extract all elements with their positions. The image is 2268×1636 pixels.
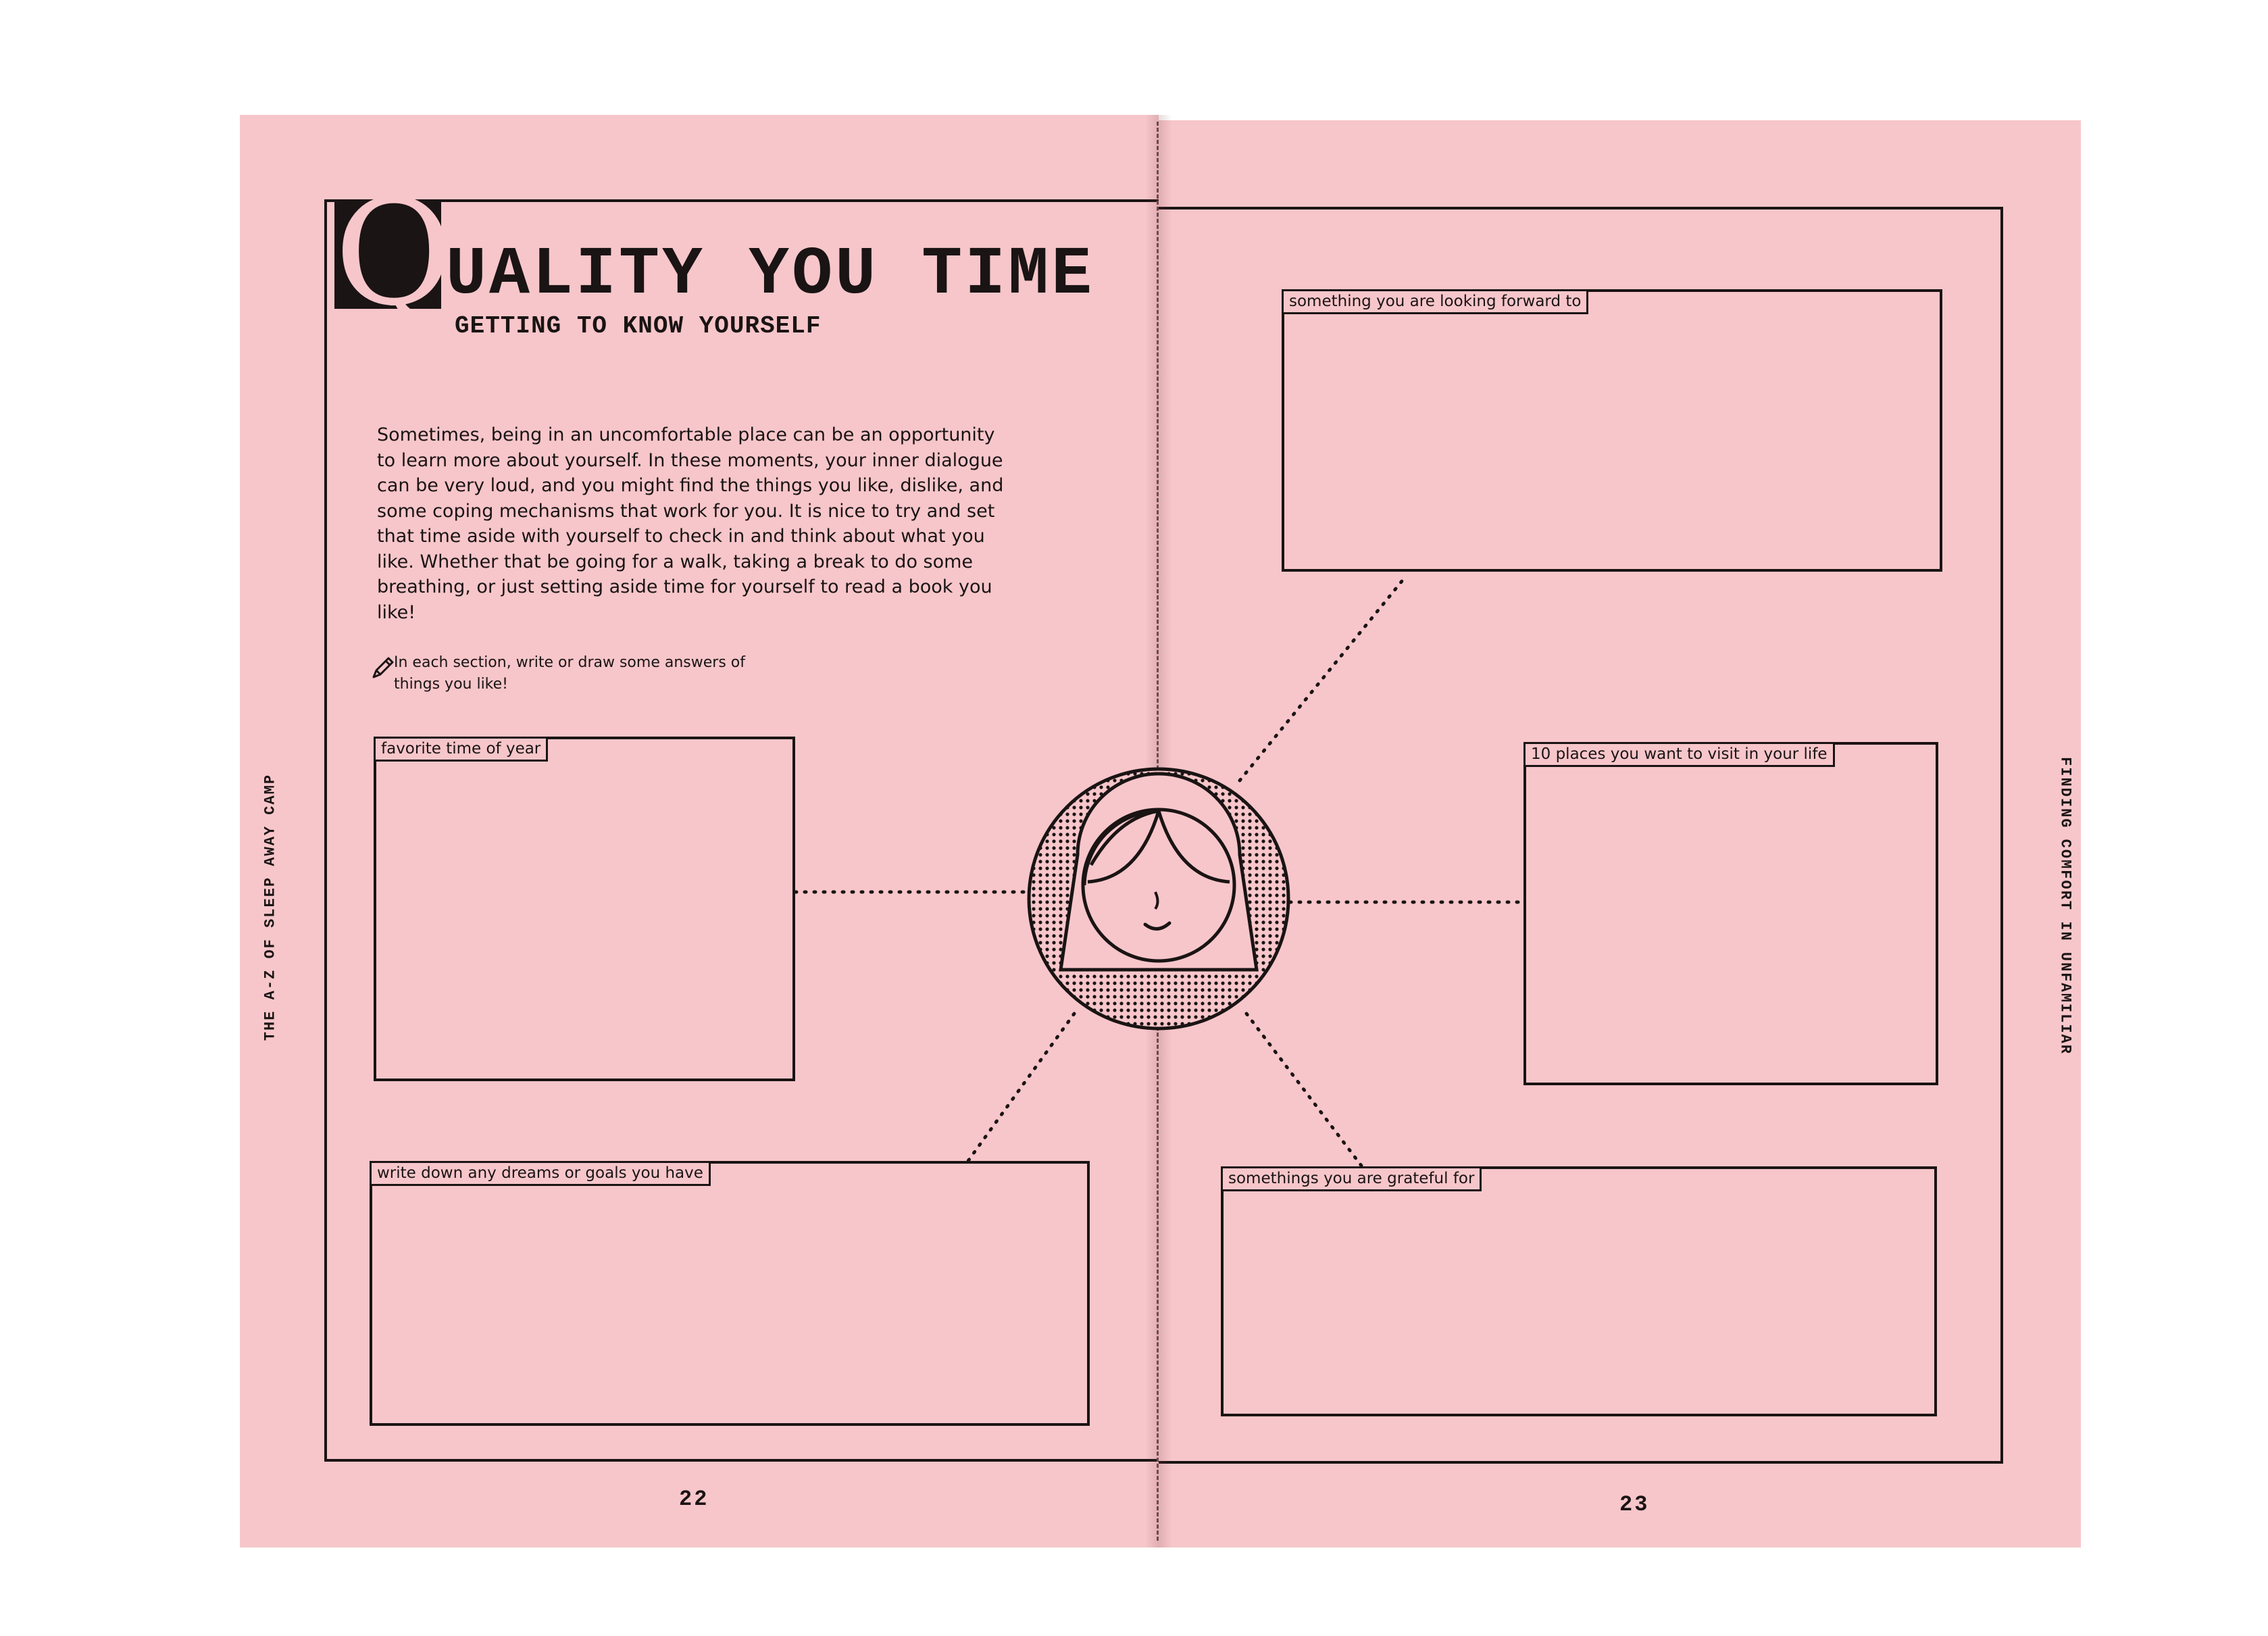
page-subtitle: GETTING TO KNOW YOURSELF (455, 312, 822, 340)
places-label: 10 places you want to visit in your life (1523, 742, 1835, 767)
dreams-goals-label: write down any dreams or goals you have (370, 1161, 711, 1186)
intro-paragraph: Sometimes, being in an uncomfortable place can be an opportunity to learn more about yourself. In these moments, your inner dialogue can be very loud, and you might find the things you like, dislike, and some coping mechanisms that work for you. It is nice to try and set that time aside with yourself to check in and think about what you like. Whether that be going for a walk, taking a break to do some breathing, or just setting aside time for yourself to read a book you like! (377, 424, 1004, 623)
looking-forward-label: something you are looking forward to (1282, 289, 1588, 314)
page-title: UALITY YOU TIME (446, 237, 1095, 314)
favorite-time-label: favorite time of year (374, 737, 548, 762)
left-side-text: THE A-Z OF SLEEP AWAY CAMP (261, 773, 279, 1041)
face-emblem (1029, 769, 1288, 1028)
center-illustration (240, 115, 2081, 1547)
grateful-label: somethings you are grateful for (1221, 1166, 1482, 1191)
left-page-number: 22 (679, 1487, 709, 1512)
title-initial: Q (334, 168, 454, 338)
instruction-text: In each section, write or draw some answers of things you like! (394, 654, 745, 693)
right-page-number: 23 (1619, 1492, 1650, 1517)
right-side-text: FINDING COMFORT IN UNFAMILIAR (2057, 757, 2074, 1055)
booklet-spread (240, 115, 2081, 1547)
